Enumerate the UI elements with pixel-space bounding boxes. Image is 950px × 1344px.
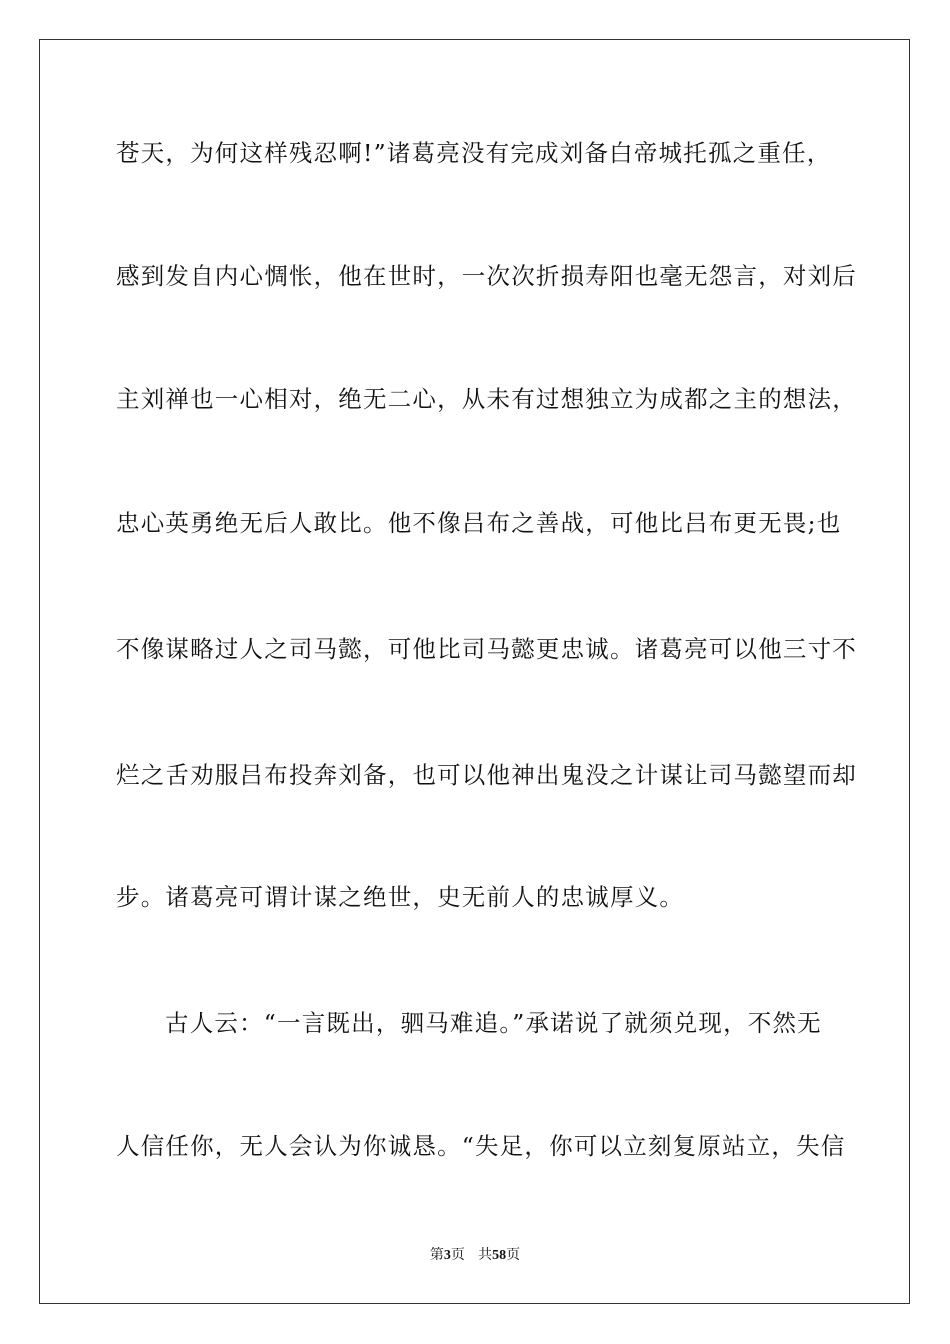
page-border (39, 39, 910, 1304)
body-text-line-8: 古人云：“一言既出，驷马难追。”承诺说了就须兑现，不然无 (165, 1009, 822, 1037)
body-text-line-3: 主刘禅也一心相对，绝无二心，从未有过想独立为成都之主的想法， (116, 385, 857, 413)
body-text-line-6: 烂之舌劝服吕布投奔刘备，也可以他神出鬼没之计谋让司马懿望而却 (116, 761, 857, 789)
body-text-line-2: 感到发自内心惆怅，他在世时，一次次折损寿阳也毫无怨言，对刘后 (116, 262, 857, 290)
body-text-line-5: 不像谋略过人之司马懿，可他比司马懿更忠诚。诸葛亮可以他三寸不 (116, 635, 857, 663)
body-text-line-4: 忠心英勇绝无后人敢比。他不像吕布之善战，可他比吕布更无畏;也 (116, 509, 842, 537)
current-page-number: 3 (443, 1248, 451, 1263)
total-pages-number: 58 (492, 1248, 507, 1263)
page-footer (0, 1246, 950, 1265)
footer-middle: 页 共 (450, 1247, 493, 1263)
body-text-line-1: 苍天，为何这样残忍啊!”诸葛亮没有完成刘备白帝城托孤之重任， (116, 139, 832, 167)
footer-suffix: 页 (506, 1247, 521, 1263)
footer-prefix: 第 (429, 1247, 444, 1263)
body-text-line-7: 步。诸葛亮可谓计谋之绝世，史无前人的忠诚厚义。 (116, 883, 685, 911)
body-text-line-9: 人信任你，无人会认为你诚恳。“失足，你可以立刻复原站立，失信 (116, 1132, 846, 1160)
